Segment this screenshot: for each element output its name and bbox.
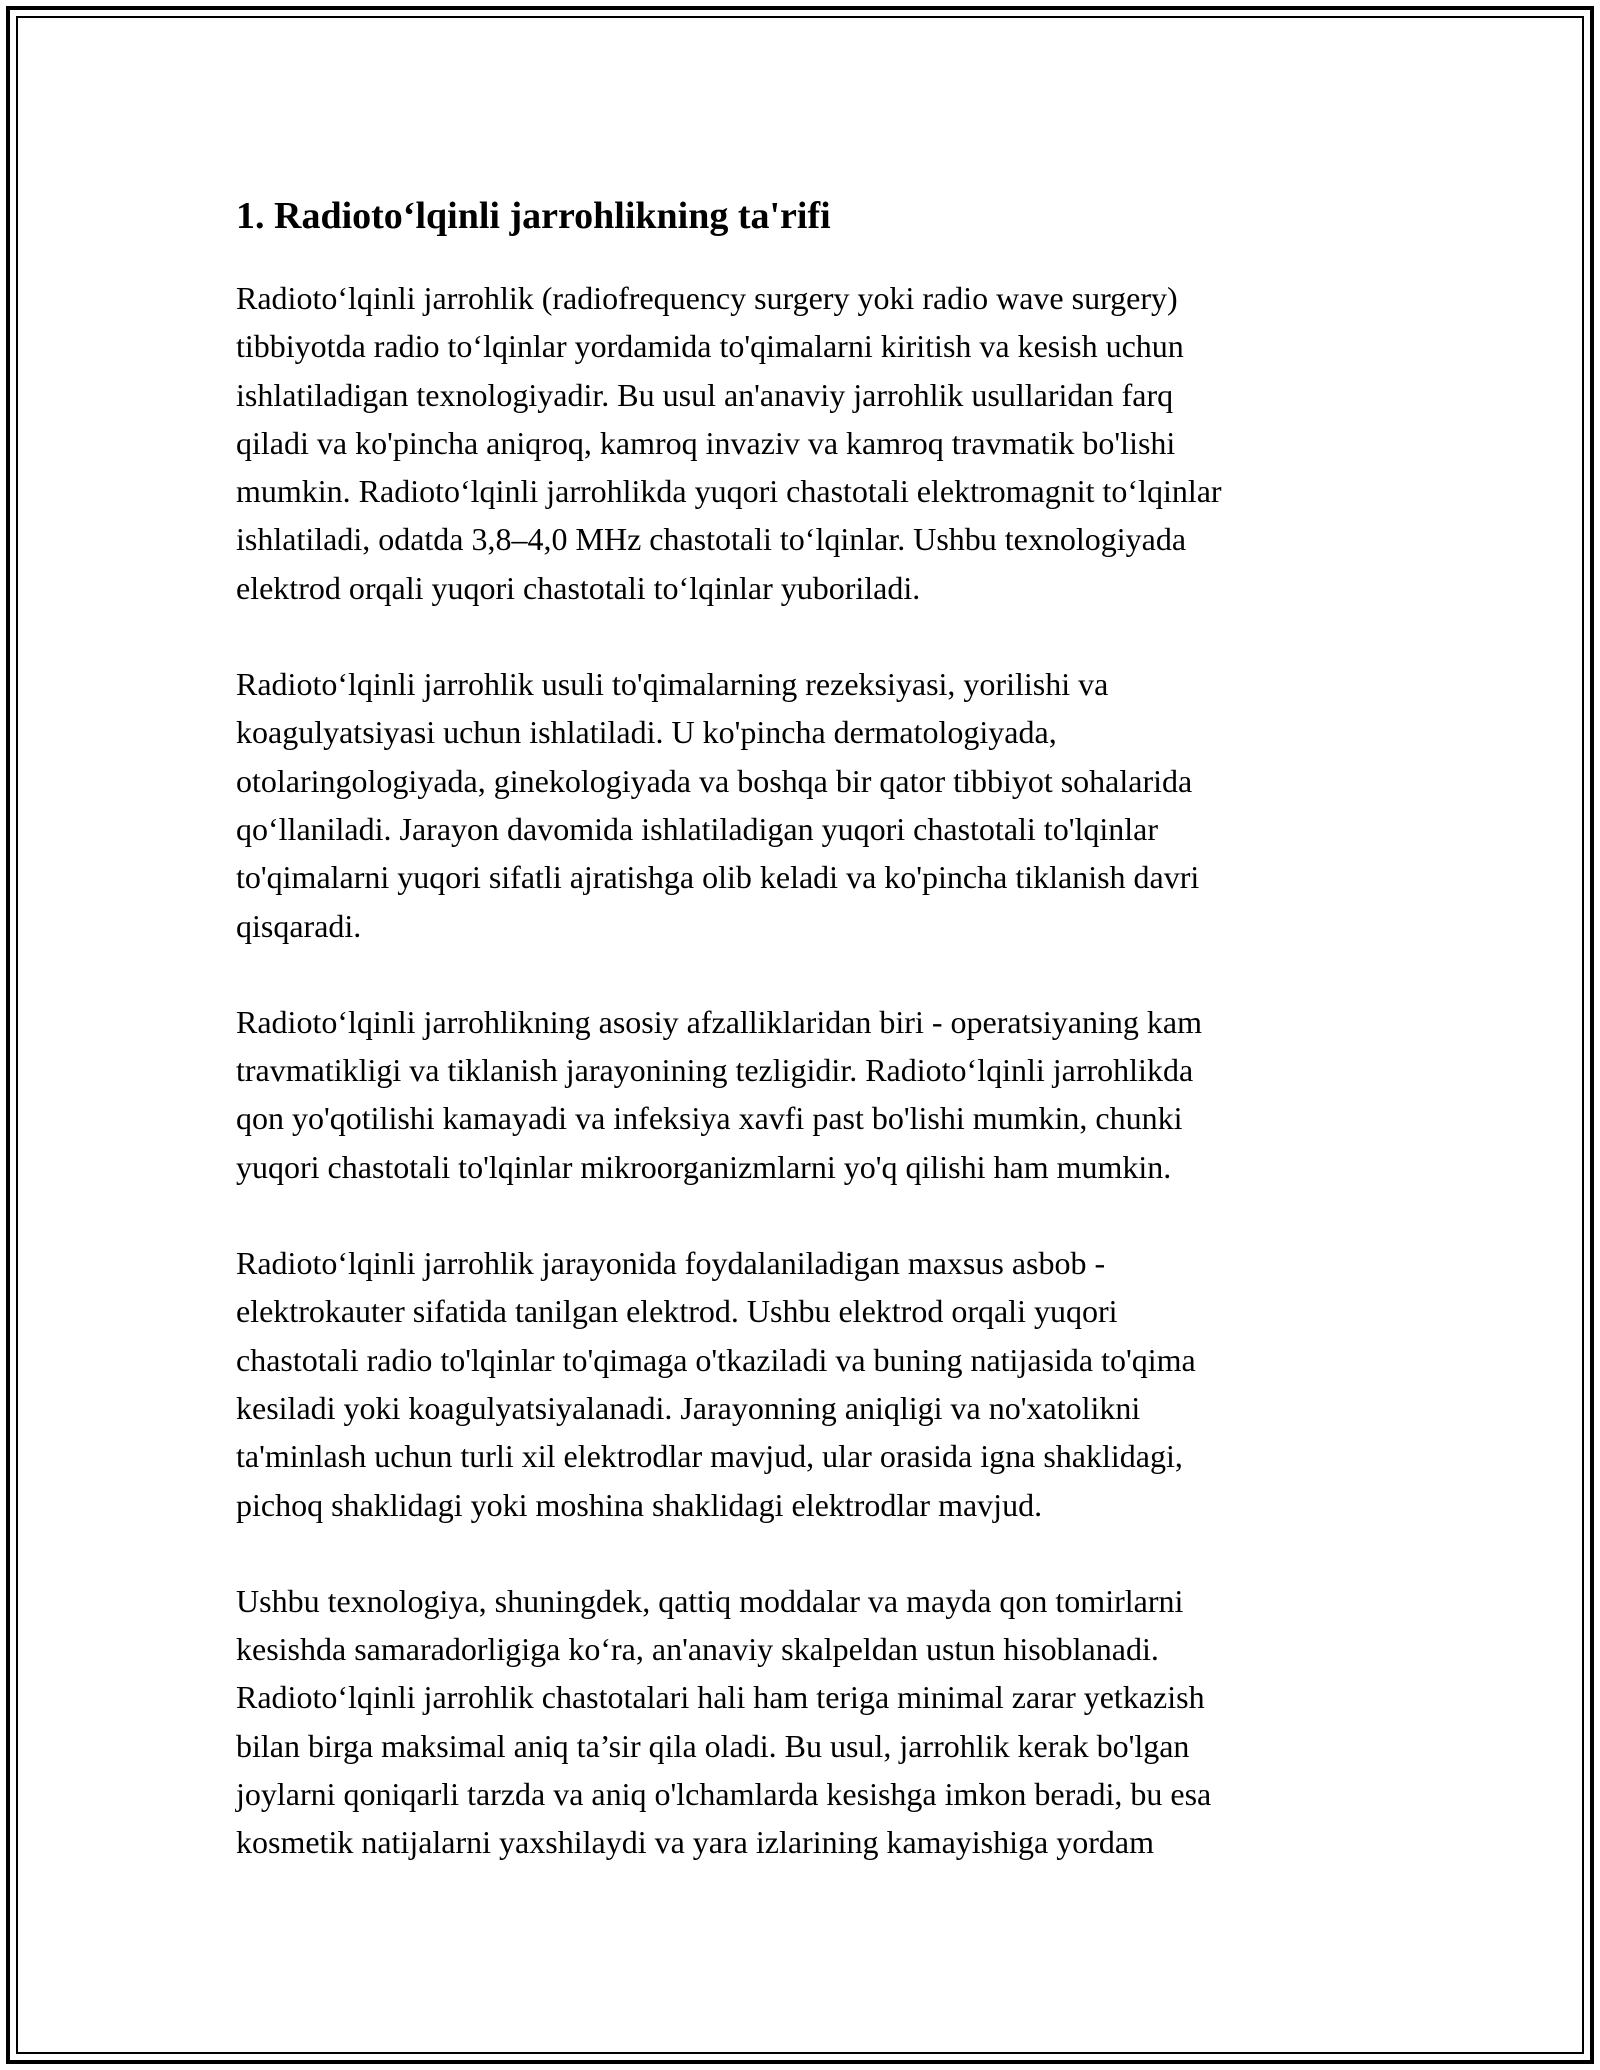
text-line: ishlatiladigan texnologiyadir. Bu usul an'anaviy jarrohlik usullaridan farq	[236, 376, 1174, 413]
text-line: kesishda samaradorligiga ko‘ra, an'anaviy skalpeldan ustun hisoblanadi.	[236, 1631, 1159, 1668]
text-line: pichoq shaklidagi yoki moshina shaklidagi elektrodlar mavjud.	[236, 1486, 1043, 1523]
text-line: Radioto‘lqinli jarrohlik jarayonida foydalaniladigan maxsus asbob -	[236, 1245, 1106, 1282]
text-line: kosmetik natijalarni yaxshilaydi va yara izlarining kamayishiga yordam	[236, 1824, 1154, 1861]
text-line: elektrod orqali yuqori chastotali to‘lqinlar yuboriladi.	[236, 569, 921, 606]
section-heading: 1. Radioto‘lqinli jarrohlikning ta'rifi	[236, 195, 831, 237]
paragraph-comparison	[236, 1577, 1386, 1867]
text-line: otolaringologiyada, ginekologiyada va boshqa bir qator tibbiyot sohalarida	[236, 762, 1193, 799]
text-line: to'qimalarni yuqori sifatli ajratishga olib keladi va ko'pincha tiklanish davri	[236, 859, 1200, 896]
text-line: ta'minlash uchun turli xil elektrodlar mavjud, ular orasida igna shaklidagi,	[236, 1438, 1183, 1475]
paragraph-definition	[236, 274, 1386, 612]
text-line: koagulyatsiyasi uchun ishlatiladi. U ko'pincha dermatologiyada,	[236, 714, 1057, 751]
paragraph-advantages	[236, 998, 1386, 1191]
text-line: bilan birga maksimal aniq ta’sir qila oladi. Bu usul, jarrohlik kerak bo'lgan	[236, 1727, 1190, 1764]
paragraph-applications	[236, 660, 1386, 950]
paragraph-instruments	[236, 1239, 1386, 1529]
text-line: qo‘llaniladi. Jarayon davomida ishlatiladigan yuqori chastotali to'lqinlar	[236, 810, 1158, 847]
text-line: elektrokauter sifatida tanilgan elektrod. Ushbu elektrod orqali yuqori	[236, 1293, 1118, 1330]
text-line: kesiladi yoki koagulyatsiyalanadi. Jarayonning aniqligi va no'xatolikni	[236, 1389, 1141, 1426]
text-line: mumkin. Radioto‘lqinli jarrohlikda yuqori chastotali elektromagnit to‘lqinlar	[236, 473, 1222, 510]
text-line: Radioto‘lqinli jarrohlik (radiofrequency surgery yoki radio wave surgery)	[236, 280, 1178, 316]
text-line: qisqaradi.	[236, 907, 362, 944]
text-line: joylarni qoniqarli tarzda va aniq o'lchamlarda kesishga imkon beradi, bu esa	[236, 1776, 1212, 1813]
text-line: ishlatiladi, odatda 3,8–4,0 MHz chastotali to‘lqinlar. Ushbu texnologiyada	[236, 521, 1187, 558]
document-body	[236, 182, 1386, 1915]
text-line: Ushbu texnologiya, shuningdek, qattiq moddalar va mayda qon tomirlarni	[236, 1582, 1184, 1619]
text-line: travmatikligi va tiklanish jarayonining tezligidir. Radioto‘lqinli jarrohlikda	[236, 1052, 1194, 1089]
text-line: qon yo'qotilishi kamayadi va infeksiya xavfi past bo'lishi mumkin, chunki	[236, 1100, 1183, 1137]
text-line: chastotali radio to'lqinlar to'qimaga o'tkaziladi va buning natijasida to'qima	[236, 1341, 1196, 1378]
text-line: Radioto‘lqinli jarrohlik chastotalari hali ham teriga minimal zarar yetkazish	[236, 1679, 1205, 1716]
text-line: Radioto‘lqinli jarrohlik usuli to'qimalarning rezeksiyasi, yorilishi va	[236, 666, 1109, 703]
text-line: Radioto‘lqinli jarrohlikning asosiy afzalliklaridan biri - operatsiyaning kam	[236, 1003, 1202, 1040]
text-line: tibbiyotda radio to‘lqinlar yordamida to'qimalarni kiritish va kesish uchun	[236, 328, 1184, 365]
text-line: yuqori chastotali to'lqinlar mikroorganizmlarni yo'q qilishi ham mumkin.	[236, 1148, 1172, 1185]
text-line: qiladi va ko'pincha aniqroq, kamroq invaziv va kamroq travmatik bo'lishi	[236, 424, 1176, 461]
